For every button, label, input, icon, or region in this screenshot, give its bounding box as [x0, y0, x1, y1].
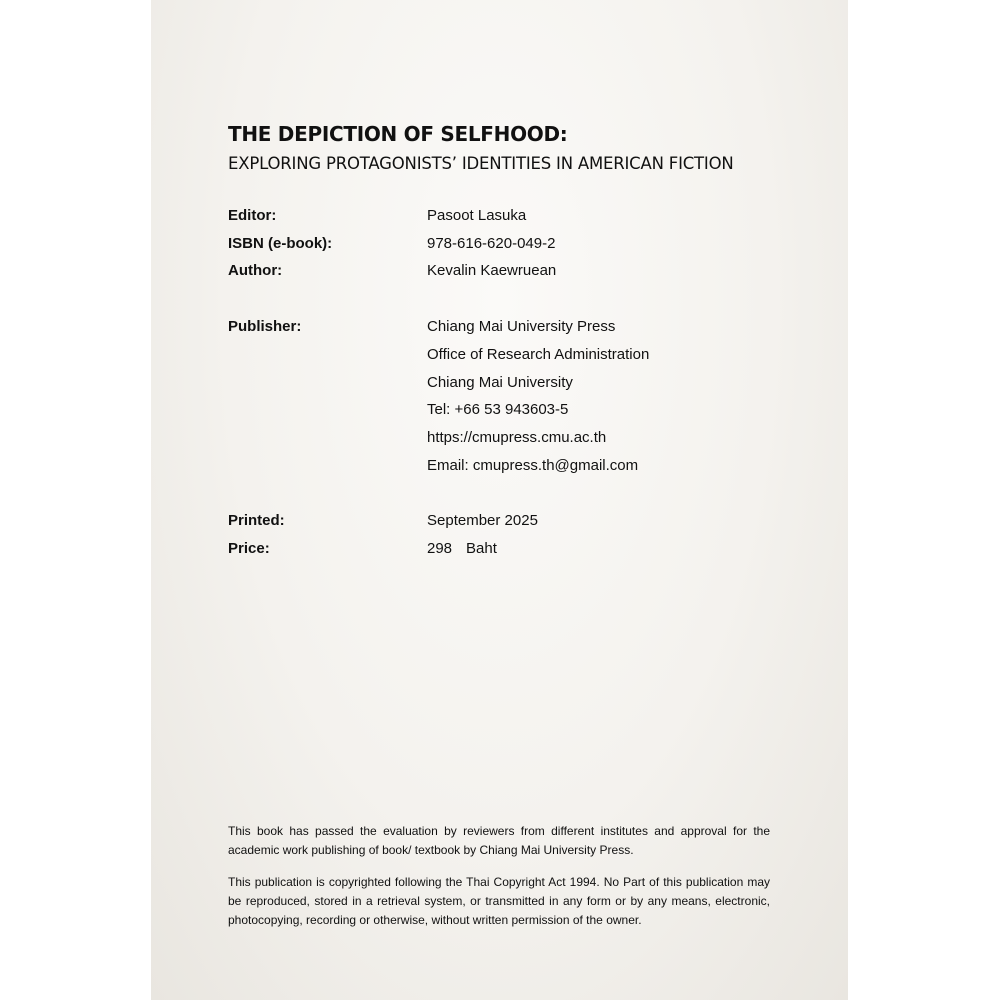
publisher-line: [228, 401, 773, 425]
publisher-line: [228, 429, 773, 453]
book-page: [151, 0, 848, 1000]
author-label: Author:: [228, 262, 283, 279]
price-value: [427, 540, 497, 557]
isbn-value: 978-616-620-049-2: [427, 235, 556, 252]
publisher-line: [228, 346, 773, 370]
isbn-row: [228, 235, 773, 259]
editor-row: [228, 207, 773, 231]
printed-label: Printed:: [228, 512, 285, 529]
book-title: THE DEPICTION OF SELFHOOD:: [228, 122, 568, 146]
author-row: [228, 262, 773, 286]
publisher-label: Publisher:: [228, 318, 302, 335]
isbn-label: ISBN (e-book):: [228, 235, 333, 252]
editor-label: Editor:: [228, 207, 277, 224]
price-amount: 298: [427, 540, 453, 557]
publisher-name: Chiang Mai University Press: [427, 318, 616, 335]
copyright-notice: This publication is copyrighted following the Thai Copyright Act 1994. No Part of this publication may be reproduced, stored in a retrieval system, or transmitted in any form or by any means, electronic, photocopying, recording or otherwise, without written permission of the owner.: [228, 875, 770, 927]
author-value: Kevalin Kaewruean: [427, 262, 557, 279]
publisher-phone: Tel: +66 53 943603-5: [427, 401, 569, 418]
book-subtitle: EXPLORING PROTAGONISTS’ IDENTITIES IN AMERICAN FICTION: [228, 154, 734, 173]
price-label: Price:: [228, 540, 270, 557]
publisher-row: [228, 318, 773, 342]
editor-value: Pasoot Lasuka: [427, 207, 527, 224]
price-unit: Baht: [466, 540, 497, 557]
publisher-line: [228, 374, 773, 398]
printed-value: September 2025: [427, 512, 538, 529]
publisher-website: https://cmupress.cmu.ac.th: [427, 429, 607, 446]
publisher-line: [228, 457, 773, 481]
publisher-email: Email: cmupress.th@gmail.com: [427, 457, 639, 474]
publisher-university: Chiang Mai University: [427, 374, 573, 391]
printed-row: [228, 512, 773, 536]
publisher-office: Office of Research Administration: [427, 346, 650, 363]
evaluation-notice: This book has passed the evaluation by reviewers from different institutes and approval for the academic work publishing of book/ textbook by Chiang Mai University Press.: [228, 824, 770, 857]
price-row: [228, 540, 773, 564]
